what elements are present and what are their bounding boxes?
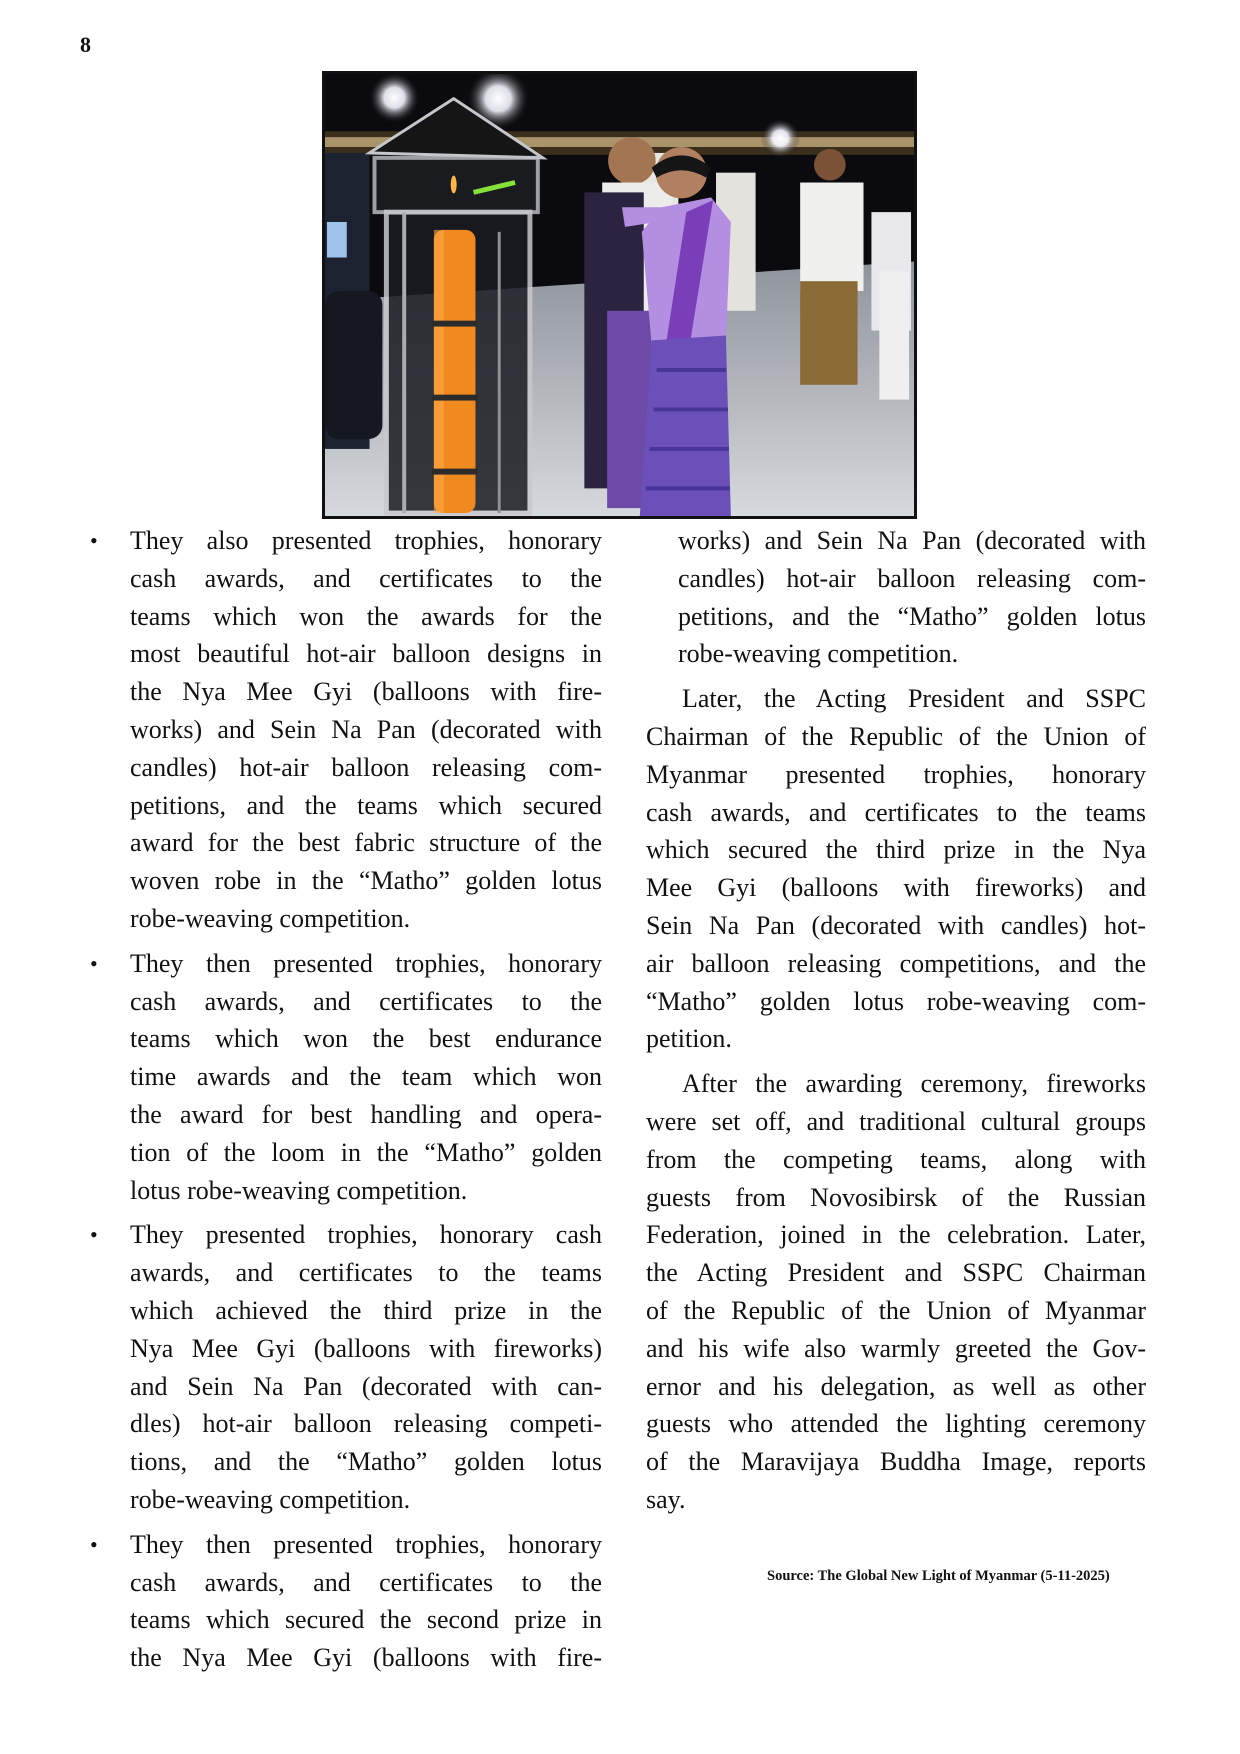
text-line: petitions, and the “Matho” golden lotus (678, 601, 1146, 631)
text-line: lotus robe-weaving competition. (130, 1175, 468, 1205)
page-number: 8 (80, 32, 91, 57)
text-line: cash awards, and certificates to the (130, 986, 602, 1016)
text-line: cash awards, and certificates to the (130, 1567, 602, 1597)
text-line: awards, and certificates to the teams (130, 1258, 602, 1288)
article-photo (322, 71, 917, 519)
text-line: works) and Sein Na Pan (decorated with (678, 526, 1146, 555)
left-column (90, 522, 602, 1684)
text-line: They then presented trophies, honorary (130, 1529, 602, 1559)
bullet-icon: • (90, 528, 98, 553)
source-credit: Source: The Global New Light of Myanmar (5-11-2025) (767, 1568, 1110, 1584)
text-line: “Matho” golden lotus robe-weaving com- (646, 986, 1146, 1016)
text-line: the Nya Mee Gyi (balloons with fire- (130, 677, 602, 707)
text-line: and Sein Na Pan (decorated with can- (130, 1371, 602, 1401)
text-line: tion of the loom in the “Matho” golden (130, 1137, 602, 1167)
bullet-icon: • (90, 1222, 98, 1248)
text-line: Nya Mee Gyi (balloons with fireworks) (130, 1333, 602, 1363)
text-line: Myanmar presented trophies, honorary (646, 759, 1146, 789)
text-line: robe-weaving competition. (130, 1484, 411, 1514)
text-line: robe-weaving competition. (678, 639, 959, 669)
bullet-continuation (646, 522, 1146, 673)
text-line: They presented trophies, honorary cash (130, 1220, 602, 1250)
text-line: the award for best handling and opera- (130, 1099, 602, 1129)
text-line: guests from Novosibirsk of the Russian (646, 1182, 1146, 1212)
text-line: candles) hot-air balloon releasing com- (130, 752, 602, 782)
text-line: award for the best fabric structure of the (130, 828, 602, 858)
text-line: cash awards, and certificates to the (130, 563, 602, 593)
text-line: After the awarding ceremony, fireworks (682, 1069, 1146, 1099)
candle-lighting-photo-illustration (325, 74, 914, 516)
text-line: woven robe in the “Matho” golden lotus (130, 866, 602, 896)
text-line: petitions, and the teams which secured (130, 790, 602, 820)
text-line: Mee Gyi (balloons with fireworks) and (646, 873, 1146, 903)
text-line: say. (646, 1484, 686, 1514)
text-line: cash awards, and certificates to the teams (646, 797, 1146, 827)
text-line: Sein Na Pan (decorated with candles) hot- (646, 910, 1146, 940)
text-line: time awards and the team which won (130, 1062, 602, 1092)
bullet-icon: • (90, 1531, 98, 1557)
text-line: tions, and the “Matho” golden lotus (130, 1447, 602, 1477)
text-line: of the Republic of the Union of Myanmar (646, 1295, 1146, 1325)
text-line: ernor and his delegation, as well as other (646, 1371, 1146, 1401)
text-line: from the competing teams, along with (646, 1144, 1146, 1174)
text-line: They also presented trophies, honorary (130, 526, 602, 555)
text-line: Federation, joined in the celebration. Later, (646, 1220, 1146, 1250)
text-line: candles) hot-air balloon releasing com- (678, 563, 1146, 593)
text-line: works) and Sein Na Pan (decorated with (130, 714, 602, 744)
text-line: Chairman of the Republic of the Union of (646, 721, 1146, 751)
bullet-icon: • (90, 950, 98, 976)
text-line: Later, the Acting President and SSPC (682, 684, 1146, 714)
text-line: teams which won the awards for the (130, 601, 602, 631)
text-line: robe-weaving competition. (130, 903, 411, 933)
text-line: which secured the third prize in the Nya (646, 835, 1146, 865)
text-line: air balloon releasing competitions, and the (646, 948, 1146, 978)
text-line: guests who attended the lighting ceremony (646, 1409, 1146, 1439)
bullet-item (90, 1216, 602, 1518)
text-line: the Nya Mee Gyi (balloons with fire- (130, 1643, 602, 1673)
text-line: teams which won the best endurance (130, 1024, 602, 1054)
text-line: dles) hot-air balloon releasing competi- (130, 1409, 602, 1439)
text-line: were set off, and traditional cultural groups (646, 1106, 1146, 1136)
bullet-item (90, 522, 602, 938)
paragraph (646, 680, 1146, 1058)
text-line: of the Maravijaya Buddha Image, reports (646, 1447, 1146, 1477)
text-line: most beautiful hot-air balloon designs in (130, 639, 602, 669)
paragraph (646, 1065, 1146, 1519)
text-line: and his wife also warmly greeted the Gov- (646, 1333, 1146, 1363)
bullet-item (90, 1526, 602, 1677)
text-line: petition. (646, 1024, 732, 1054)
text-line: They then presented trophies, honorary (130, 948, 602, 978)
bullet-item (90, 945, 602, 1210)
right-column (646, 522, 1146, 1526)
text-line: which achieved the third prize in the (130, 1295, 602, 1325)
text-line: the Acting President and SSPC Chairman (646, 1258, 1146, 1288)
text-line: teams which secured the second prize in (130, 1605, 602, 1635)
